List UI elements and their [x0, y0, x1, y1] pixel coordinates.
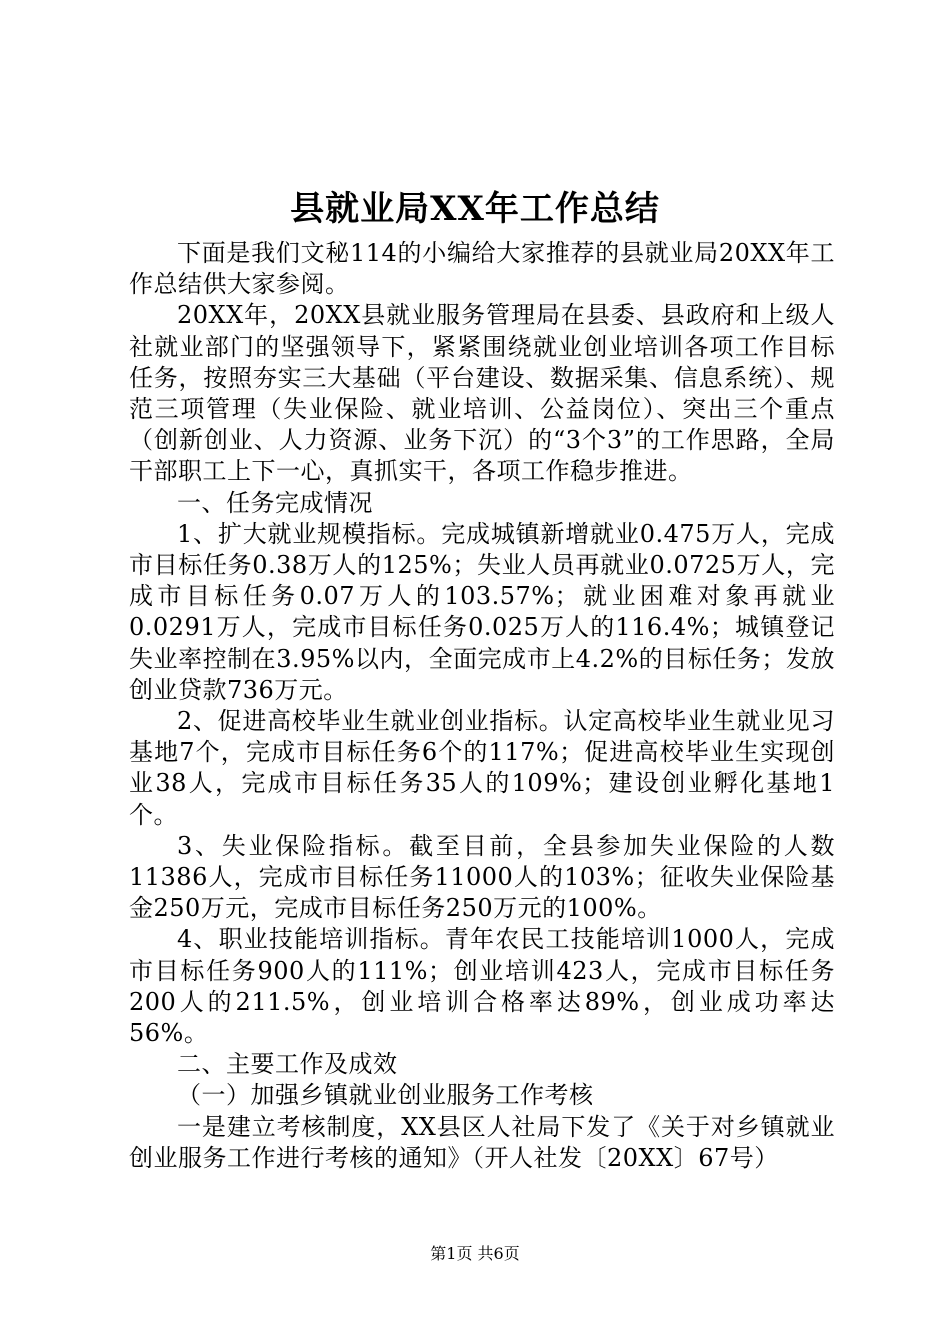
paragraph-employment-scale: 1、扩大就业规模指标。完成城镇新增就业0.475万人，完成市目标任务0.38万人的125%；失业人员再就业0.0725万人，完成市目标任务0.07万人的103.57%；就业困难对象再就业0.0291万人，完成市目标任务0.025万人的116.4%；城镇登记失业率控制在3.95%以内，全面完成市上4.2%的目标任务；发放创业贷款736万元。: [129, 519, 835, 704]
document-body: [129, 238, 835, 1174]
paragraph-unemployment-insurance: 3、失业保险指标。截至目前，全县参加失业保险的人数11386人，完成市目标任务11000人的103%；征收失业保险基金250万元，完成市目标任务250万元的100%。: [129, 831, 835, 923]
paragraph-assessment-system: 一是建立考核制度，XX县区人社局下发了《关于对乡镇就业创业服务工作进行考核的通知》（开人社发〔20XX〕67号）: [129, 1112, 835, 1172]
document-title: 县就业局XX年工作总结: [290, 189, 660, 229]
paragraph-intro: 下面是我们文秘114的小编给大家推荐的县就业局20XX年工作总结供大家参阅。: [129, 239, 835, 299]
subsection-heading-township-assessment: （一）加强乡镇就业创业服务工作考核: [177, 1081, 594, 1110]
paragraph-graduate-employment: 2、促进高校毕业生就业创业指标。认定高校毕业生就业见习基地7个，完成市目标任务6个的117%；促进高校毕业生实现创业38人，完成市目标任务35人的109%；建设创业孵化基地1个。: [129, 707, 835, 829]
section-heading-task-completion: 一、任务完成情况: [177, 488, 373, 517]
paragraph-skills-training: 4、职业技能培训指标。青年农民工技能培训1000人，完成市目标任务900人的111%；创业培训423人，完成市目标任务200人的211.5%，创业培训合格率达89%，创业成功率达56%。: [129, 925, 835, 1048]
section-heading-main-work: 二、主要工作及成效: [177, 1050, 398, 1079]
paragraph-overview: 20XX年，20XX县就业服务管理局在县委、县政府和上级人社就业部门的坚强领导下，紧紧围绕就业创业培训各项工作目标任务，按照夯实三大基础（平台建设、数据采集、信息系统）、规范三项管理（失业保险、就业培训、公益岗位）、突出三个重点（创新创业、人力资源、业务下沉）的“3个3”的工作思路，全局干部职工上下一心，真抓实干，各项工作稳步推进。: [129, 301, 835, 486]
page-footer: 第1页 共6页: [430, 1244, 520, 1263]
